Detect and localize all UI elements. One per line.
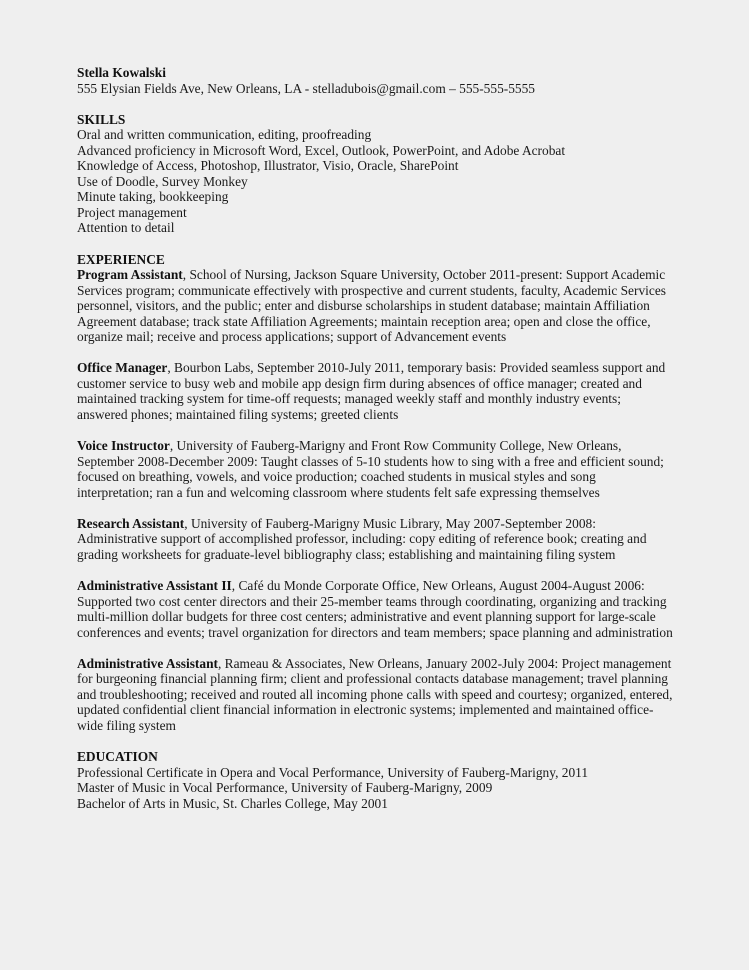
experience-list — [77, 267, 673, 749]
spacer — [77, 423, 673, 439]
contact-info: 555 Elysian Fields Ave, New Orleans, LA - stelladubois@gmail.com – 555-555-5555 — [77, 80, 535, 96]
job-summary: , University of Fauberg-Marigny and Front Row Community College, New Orleans, — [169, 438, 622, 454]
job-description-line: multi-million dollar budgets for three cost centers; administrative and event planning support for large-scale — [77, 609, 656, 625]
experience-entry — [77, 360, 673, 438]
job-description-line: answered phones; maintained filing systems; greeted clients — [77, 407, 399, 423]
job-description-line: wide filing system — [77, 717, 176, 733]
job-summary: , Café du Monde Corporate Office, New Orleans, August 2004-August 2006: — [231, 578, 645, 594]
experience-heading: EXPERIENCE — [77, 251, 165, 267]
spacer — [77, 640, 673, 656]
job-title: Office Manager — [77, 360, 168, 376]
job-description-line: organize mail; receive and process applications; support of Advancement events — [77, 329, 507, 345]
experience-entry — [77, 656, 673, 749]
resume-document — [77, 65, 673, 811]
skill-item: Advanced proficiency in Microsoft Word, Excel, Outlook, PowerPoint, and Adobe Acrobat — [77, 142, 566, 158]
job-description-line: maintained tracking system for time-off requests; managed weekly staff and monthly industry events; — [77, 391, 621, 407]
experience-entry — [77, 516, 673, 578]
spacer — [77, 563, 673, 579]
experience-entry — [77, 267, 673, 360]
experience-first-line — [77, 267, 673, 283]
job-description-line: focused on breathing, vowels, and voice production; coached students in musical styles and song — [77, 469, 596, 485]
experience-first-line — [77, 656, 673, 672]
education-heading: EDUCATION — [77, 749, 158, 765]
skill-item: Use of Doodle, Survey Monkey — [77, 173, 248, 189]
experience-entry — [77, 438, 673, 516]
skill-item: Minute taking, bookkeeping — [77, 189, 229, 205]
job-description-line: September 2008-December 2009: Taught classes of 5-10 students how to sing with a free and efficient sound; — [77, 453, 664, 469]
job-description-line: personnel, visitors, and the public; enter and disburse scholarships in student database; maintain Affiliation — [77, 298, 650, 314]
job-title: Program Assistant — [77, 267, 183, 283]
job-description-line: Agreement database; track state Affiliation Agreements; maintain reception area; open and close the office, — [77, 313, 651, 329]
job-summary: , Bourbon Labs, September 2010-July 2011, temporary basis: Provided seamless support and — [167, 360, 666, 376]
spacer — [77, 345, 673, 361]
skill-item: Knowledge of Access, Photoshop, Illustrator, Visio, Oracle, SharePoint — [77, 158, 459, 174]
skill-item: Oral and written communication, editing, proofreading — [77, 127, 372, 143]
skills-list — [77, 127, 673, 236]
job-description-line: customer service to busy web and mobile app design firm during absences of office manager; created and — [77, 375, 642, 391]
job-description-line: Supported two cost center directors and their 25-member teams through coordinating, organizing and tracking — [77, 593, 667, 609]
spacer — [77, 500, 673, 516]
experience-first-line — [77, 360, 673, 376]
experience-entry — [77, 578, 673, 656]
job-summary: , Rameau & Associates, New Orleans, January 2002-July 2004: Project management — [217, 655, 672, 671]
experience-first-line — [77, 438, 673, 454]
experience-first-line — [77, 516, 673, 532]
job-description-line: interpretation; ran a fun and welcoming classroom where students felt safe expressing themselves — [77, 484, 600, 500]
education-item: Professional Certificate in Opera and Vocal Performance, University of Fauberg-Marigny, 2011 — [77, 764, 589, 780]
education-item: Master of Music in Vocal Performance, University of Fauberg-Marigny, 2009 — [77, 780, 493, 796]
job-description-line: and troubleshooting; received and routed all incoming phone calls with speed and courtesy; organized, entered, — [77, 686, 673, 702]
candidate-name: Stella Kowalski — [77, 65, 166, 80]
job-description-line: for burgeoning financial planning firm; client and professional contacts database management; travel planning — [77, 671, 668, 687]
education-item: Bachelor of Arts in Music, St. Charles College, May 2001 — [77, 795, 388, 811]
skill-item: Project management — [77, 204, 187, 220]
job-title: Research Assistant — [77, 515, 185, 531]
job-description-line: updated confidential client financial information in electronic systems; implemented and maintained office- — [77, 702, 654, 718]
job-title: Voice Instructor — [77, 438, 170, 454]
experience-first-line — [77, 578, 673, 594]
job-description-line: grading worksheets for graduate-level bibliography class; establishing and maintaining filing system — [77, 546, 616, 562]
job-summary: , School of Nursing, Jackson Square University, October 2011-present: Support Academic — [182, 267, 666, 283]
job-description-line: Services program; communicate effectively with prospective and current students, faculty, Academic Services — [77, 282, 666, 298]
job-title: Administrative Assistant II — [77, 578, 232, 594]
skill-item: Attention to detail — [77, 220, 175, 236]
education-list — [77, 765, 673, 812]
spacer — [77, 734, 673, 750]
job-description-line: conferences and events; travel organization for directors and team members; space planning and administration — [77, 624, 673, 640]
job-summary: , University of Fauberg-Marigny Music Library, May 2007-September 2008: — [184, 515, 596, 531]
job-title: Administrative Assistant — [77, 655, 218, 671]
skills-heading: SKILLS — [77, 111, 126, 127]
job-description-line: Administrative support of accomplished professor, including: copy editing of reference book; creating and — [77, 531, 647, 547]
